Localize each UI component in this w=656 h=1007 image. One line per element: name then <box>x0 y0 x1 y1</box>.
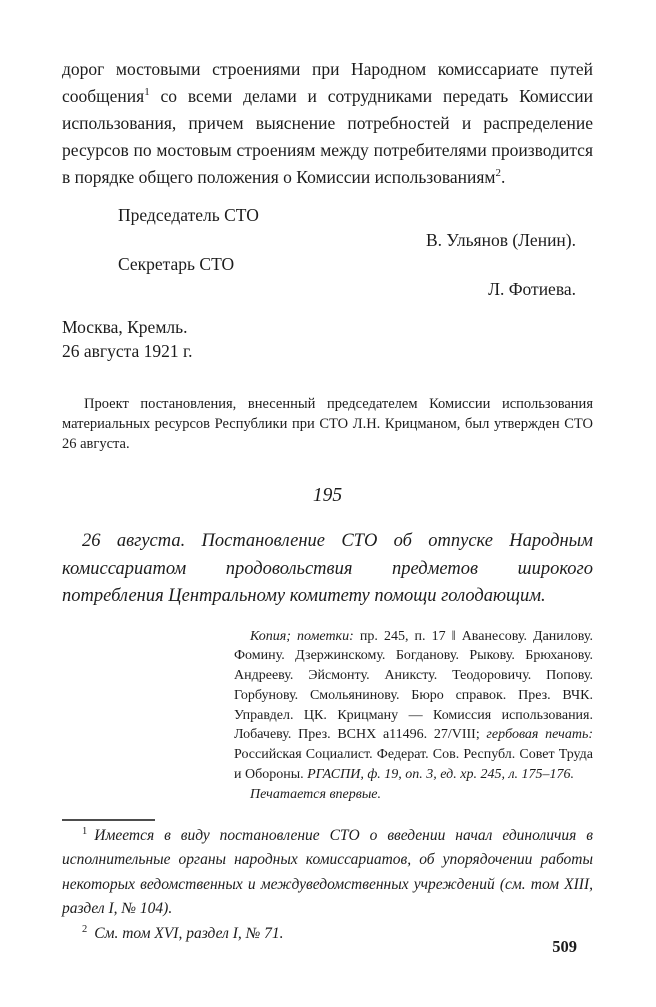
document-heading: 26 августа. Постановление СТО об отпуске Народным комиссариатом продовольствия предметов широкого потребления Центральному комитету помощи голодающим. <box>62 531 593 606</box>
footnote-1-text: Имеется в виду постановление СТО о введении начал единоличия в исполнительные органы народных комиссариатов, об упорядочении работы некоторых ведомственных и междуведомственных учреждений (см. том XIII, раздел I, № 104). <box>62 826 593 918</box>
signature-role-secretary: Секретарь СТО <box>118 254 235 274</box>
signature-role-chairman: Председатель СТО <box>118 205 259 225</box>
footnotes-block <box>62 824 593 947</box>
body-text-part2: со всеми делами и сотрудниками передать Комиссии использования, причем выяснение потребностей и распределение ресурсов по мостовым строениям между потребителями производится в порядке общего положения о Комиссии использованиям <box>62 86 593 187</box>
seal-text: Российская Социалист. Федерат. Сов. Республ. Совет Труда и Обороны. <box>234 747 593 783</box>
document-number: 195 <box>312 485 343 506</box>
copy-label: Копия; пометки: <box>250 628 354 644</box>
signature-name-lenin: В. Ульянов (Ленин). <box>426 229 576 250</box>
signature-block <box>62 203 593 301</box>
seal-label: гербовая печать: <box>486 727 593 743</box>
source-citation-block <box>234 627 593 805</box>
footnote-ref-1: 1 <box>144 86 150 99</box>
signature-name-fotieva: Л. Фотиева. <box>488 278 576 299</box>
footnote-1 <box>62 824 593 922</box>
place-date-block <box>62 315 593 363</box>
body-paragraph <box>62 56 593 191</box>
place-line: Москва, Кремль. <box>62 317 188 337</box>
published-note: Печатается впервые. <box>250 786 382 802</box>
body-text-part1: дорог мостовыми строениями при Народном комиссариате путей сообщения <box>62 59 593 106</box>
footnote-2 <box>62 922 593 947</box>
footnote-1-marker: 1 <box>82 825 88 837</box>
copy-text: пр. 245, п. 17 ‖ Аванесову. Данилову. Фомину. Дзержинскому. Богданову. Рыкову. Брюханову. Андрееву. Эйсмонту. Аниксту. Теодоровичу. Попову. Горбунову. Смольянинову. Бюро справок. През. ВЧК. Управдел. ЦК. Крицману — Комиссия использования. Лобачеву. През. ВСНХ а11496. 27/VIII; <box>234 628 593 743</box>
page-number: 509 <box>552 937 577 956</box>
editorial-note: Проект постановления, внесенный председателем Комиссии использования материальных ресурсов Республики при СТО Л.Н. Крицманом, был утвержден СТО 26 августа. <box>62 396 593 452</box>
source-citation-text <box>234 627 593 785</box>
footnote-ref-2: 2 <box>495 167 502 180</box>
date-line: 26 августа 1921 г. <box>62 341 193 361</box>
body-text-part3: . <box>501 167 506 187</box>
footnote-2-marker: 2 <box>82 923 88 935</box>
footnote-2-text: См. том XVI, раздел I, № 71. <box>94 924 284 942</box>
archive-reference: РГАСПИ, ф. 19, оп. 3, ед. хр. 245, л. 175–176. <box>307 767 575 783</box>
footnote-separator <box>62 819 155 821</box>
